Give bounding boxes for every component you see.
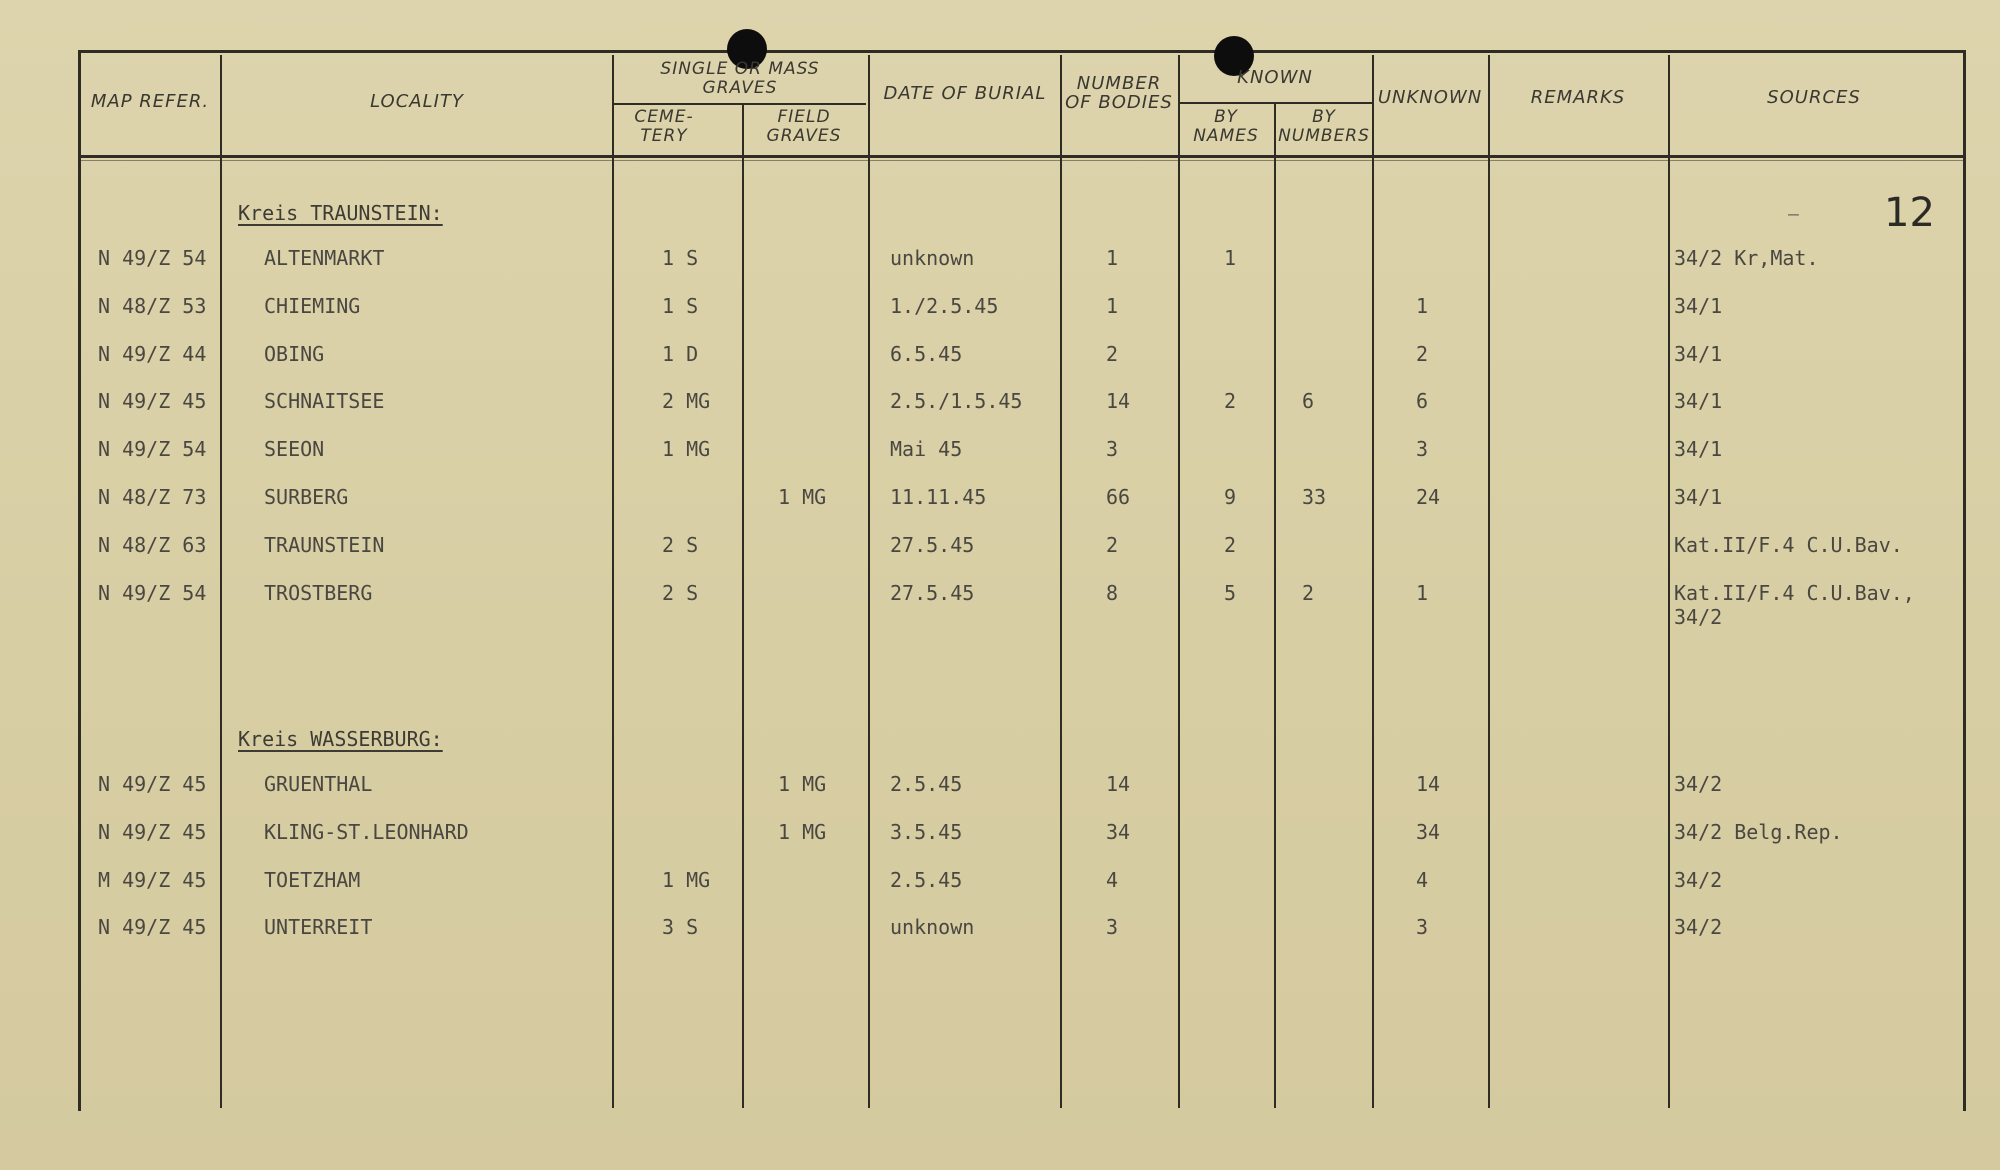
unknown-cell: 6 (1416, 389, 1429, 414)
sources-cell: 34/1 (1674, 293, 1723, 318)
field-graves-cell: 1 MG (778, 819, 827, 844)
map-ref-cell: N 49/Z 54 (98, 246, 207, 270)
field-graves-cell: 1 MG (778, 772, 827, 796)
map-ref-cell: N 49/Z 54 (98, 580, 207, 605)
cemetery-cell: 3 S (662, 915, 699, 940)
cemetery-cell: 2 S (662, 532, 699, 557)
sources-cell: 34/2 (1674, 772, 1723, 796)
col-rule-5 (1060, 55, 1062, 1108)
map-ref-cell: M 49/Z 45 (98, 867, 207, 892)
date-cell: 2.5./1.5.45 (890, 389, 1023, 414)
bodies-cell: 8 (1106, 580, 1119, 605)
sources-cell: 34/1 (1674, 389, 1723, 414)
date-cell: unknown (890, 246, 975, 270)
sources-cell: Kat.II/F.4 C.U.Bav., (1674, 580, 1915, 605)
section-title-traunstein: Kreis TRAUNSTEIN: (238, 201, 443, 225)
by-numbers-cell: 2 (1302, 580, 1315, 605)
locality-cell: ALTENMARKT (264, 246, 385, 270)
col-rule-9 (1488, 55, 1490, 1108)
header-cemetery: CEME-TERY (634, 107, 694, 146)
header-known: KNOWN (1237, 67, 1313, 88)
date-cell: 11.11.45 (890, 485, 987, 509)
unknown-cell: 2 (1416, 341, 1429, 366)
margin-mark: — (1788, 204, 1799, 225)
sources-cell: 34/1 (1674, 485, 1723, 509)
unknown-cell: 34 (1416, 819, 1441, 844)
bodies-cell: 3 (1106, 437, 1119, 462)
locality-cell: TOETZHAM (264, 867, 361, 892)
date-cell: 27.5.45 (890, 532, 975, 557)
sources-cell: 34/2 Belg.Rep. (1674, 819, 1843, 844)
by-names-cell: 2 (1224, 532, 1237, 557)
col-rule-7 (1274, 104, 1276, 1108)
unknown-cell: 14 (1416, 772, 1441, 796)
col-rule-4 (868, 55, 870, 1108)
header-unknown: UNKNOWN (1377, 87, 1483, 108)
date-cell: 27.5.45 (890, 580, 975, 605)
locality-cell: OBING (264, 341, 325, 366)
col-rule-1 (220, 55, 222, 1108)
sources-cell: 34/2 Kr,Mat. (1674, 246, 1819, 270)
header-graves-group: SINGLE OR MASS GRAVES (660, 59, 820, 98)
cemetery-cell: 2 MG (662, 389, 711, 414)
col-rule-8 (1372, 55, 1374, 1108)
header-date-of-burial: DATE OF BURIAL (883, 83, 1047, 104)
map-ref-cell: N 48/Z 53 (98, 293, 207, 318)
bodies-cell: 4 (1106, 867, 1119, 892)
date-cell: Mai 45 (890, 437, 963, 462)
map-ref-cell: N 49/Z 45 (98, 915, 207, 940)
cemetery-cell: 1 D (662, 341, 699, 366)
by-names-cell: 2 (1224, 389, 1237, 414)
header-by-numbers: BY NUMBERS (1278, 107, 1370, 146)
map-ref-cell: N 49/Z 45 (98, 389, 207, 414)
bodies-cell: 34 (1106, 819, 1131, 844)
unknown-cell: 4 (1416, 867, 1429, 892)
header-by-names: BY NAMES (1193, 107, 1259, 146)
bodies-cell: 2 (1106, 532, 1119, 557)
locality-cell: SCHNAITSEE (264, 389, 385, 414)
cemetery-cell: 1 MG (662, 437, 711, 462)
sources-cell: Kat.II/F.4 C.U.Bav. (1674, 532, 1903, 557)
by-names-cell: 1 (1224, 246, 1237, 270)
bodies-cell: 2 (1106, 341, 1119, 366)
col-rule-3 (742, 105, 744, 1108)
unknown-cell: 3 (1416, 437, 1429, 462)
date-cell: unknown (890, 915, 975, 940)
card-number: 12 (1884, 190, 1935, 236)
unknown-cell: 3 (1416, 915, 1429, 940)
map-ref-cell: N 48/Z 63 (98, 532, 207, 557)
locality-cell: KLING-ST.LEONHARD (264, 819, 469, 844)
locality-cell: CHIEMING (264, 293, 361, 318)
bodies-cell: 66 (1106, 485, 1131, 509)
sources-cell: 34/1 (1674, 341, 1723, 366)
unknown-cell: 1 (1416, 293, 1429, 318)
date-cell: 3.5.45 (890, 819, 963, 844)
map-ref-cell: N 48/Z 73 (98, 485, 207, 509)
sources-cell-continuation: 34/2 (1674, 604, 1723, 629)
cemetery-cell: 1 S (662, 293, 699, 318)
date-cell: 1./2.5.45 (890, 293, 999, 318)
bodies-cell: 1 (1106, 293, 1119, 318)
header-locality: LOCALITY (370, 91, 464, 112)
cemetery-cell: 1 MG (662, 867, 711, 892)
by-numbers-cell: 6 (1302, 389, 1315, 414)
graves-subheader-rule (614, 103, 866, 105)
sources-cell: 34/2 (1674, 867, 1723, 892)
locality-cell: GRUENTHAL (264, 772, 373, 796)
bodies-cell: 1 (1106, 246, 1119, 270)
header-bottom-rule (78, 155, 1963, 158)
unknown-cell: 24 (1416, 485, 1441, 509)
header-number-of-bodies: NUMBER OF BODIES (1065, 73, 1173, 113)
by-names-cell: 5 (1224, 580, 1237, 605)
date-cell: 2.5.45 (890, 867, 963, 892)
col-rule-2 (612, 55, 614, 1108)
date-cell: 2.5.45 (890, 772, 963, 796)
locality-cell: TRAUNSTEIN (264, 532, 385, 557)
locality-cell: SURBERG (264, 485, 349, 509)
locality-cell: SEEON (264, 437, 325, 462)
header-sources: SOURCES (1767, 87, 1861, 108)
bodies-cell: 14 (1106, 772, 1131, 796)
header-bottom-rule-2 (78, 160, 1963, 161)
known-subheader-rule (1180, 102, 1374, 104)
sources-cell: 34/2 (1674, 915, 1723, 940)
col-rule-6 (1178, 55, 1180, 1108)
header-remarks: REMARKS (1530, 87, 1626, 108)
bodies-cell: 14 (1106, 389, 1131, 414)
map-ref-cell: N 49/Z 44 (98, 341, 207, 366)
cemetery-cell: 1 S (662, 246, 699, 270)
map-ref-cell: N 49/Z 54 (98, 437, 207, 462)
by-names-cell: 9 (1224, 485, 1237, 509)
by-numbers-cell: 33 (1302, 485, 1327, 509)
date-cell: 6.5.45 (890, 341, 963, 366)
cemetery-cell: 2 S (662, 580, 699, 605)
unknown-cell: 1 (1416, 580, 1429, 605)
col-rule-10 (1668, 55, 1670, 1108)
locality-cell: TROSTBERG (264, 580, 373, 605)
header-field-graves: FIELD GRAVES (766, 107, 842, 146)
bodies-cell: 3 (1106, 915, 1119, 940)
field-graves-cell: 1 MG (778, 485, 827, 509)
map-ref-cell: N 49/Z 45 (98, 772, 207, 796)
header-map-ref: MAP REFER. (90, 91, 210, 112)
section-title-wasserburg: Kreis WASSERBURG: (238, 727, 443, 751)
map-ref-cell: N 49/Z 45 (98, 819, 207, 844)
sources-cell: 34/1 (1674, 437, 1723, 462)
locality-cell: UNTERREIT (264, 915, 373, 940)
